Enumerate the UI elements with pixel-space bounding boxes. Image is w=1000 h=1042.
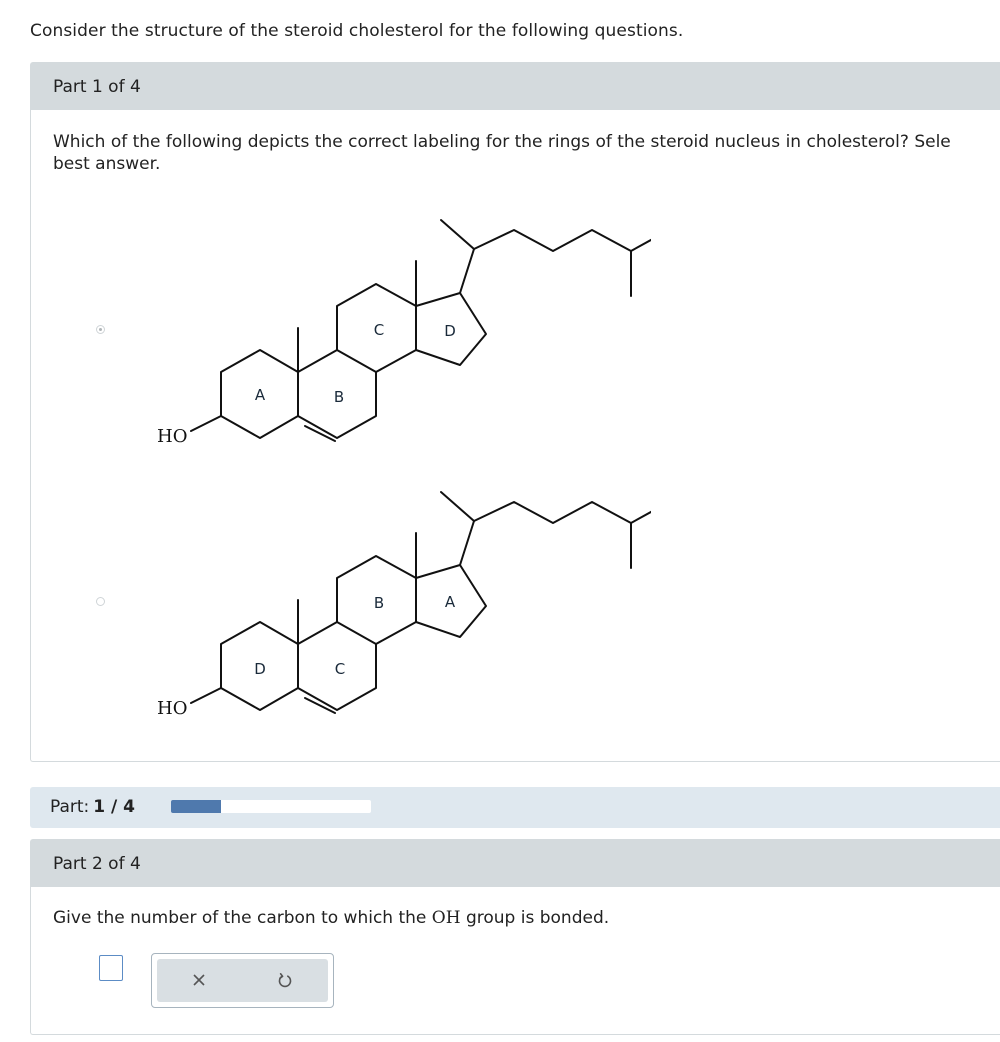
part-2-question-before: Give the number of the carbon to which the xyxy=(53,908,432,928)
intro-text: Consider the structure of the steroid cholesterol for the following questions. xyxy=(30,21,684,41)
part-2-question xyxy=(53,908,609,928)
answer-tools-inner xyxy=(157,959,328,1002)
undo-button[interactable] xyxy=(273,968,297,992)
part-2-question-after: group is bonded. xyxy=(460,908,610,928)
option-1-ring-label-2: B xyxy=(333,388,345,406)
undo-icon xyxy=(277,972,293,988)
part-1-question xyxy=(53,131,1000,175)
option-1-ho-label: HO xyxy=(157,426,188,447)
option-2-ho-label: HO xyxy=(157,698,188,719)
option-1-radio[interactable] xyxy=(96,325,105,334)
option-1-ring-label-3: C xyxy=(373,321,385,339)
option-2-ring-label-3: B xyxy=(373,594,385,612)
part-1-question-line-2: best answer. xyxy=(53,154,161,174)
part-2-question-oh: OH xyxy=(431,908,461,928)
progress-label xyxy=(50,797,135,817)
progress-label-text: Part: xyxy=(50,797,90,817)
part-1-panel xyxy=(30,62,1000,762)
clear-button[interactable] xyxy=(187,968,211,992)
part-progress-bar xyxy=(30,787,1000,828)
option-1-ring-label-1: A xyxy=(254,386,266,404)
option-2-radio[interactable] xyxy=(96,597,105,606)
option-1-structure[interactable] xyxy=(121,208,651,453)
part-2-panel xyxy=(30,839,1000,1035)
part-1-header: Part 1 of 4 xyxy=(31,63,1000,110)
part-2-header: Part 2 of 4 xyxy=(31,840,1000,887)
option-2-ring-label-4: A xyxy=(444,593,456,611)
option-1-ring-label-4: D xyxy=(444,322,456,340)
part-1-question-line-1: Which of the following depicts the correct labeling for the rings of the steroid nucleus in cholesterol? Sele xyxy=(53,132,951,152)
answer-tools-panel xyxy=(151,953,334,1008)
option-2-structure[interactable] xyxy=(121,480,651,725)
option-2-ring-label-1: D xyxy=(254,660,266,678)
clear-icon xyxy=(192,973,206,987)
progress-fill xyxy=(171,800,221,813)
progress-track xyxy=(171,800,371,813)
option-2-ring-label-2: C xyxy=(334,660,346,678)
answer-input[interactable] xyxy=(99,955,123,981)
progress-value: 1 / 4 xyxy=(93,797,135,817)
